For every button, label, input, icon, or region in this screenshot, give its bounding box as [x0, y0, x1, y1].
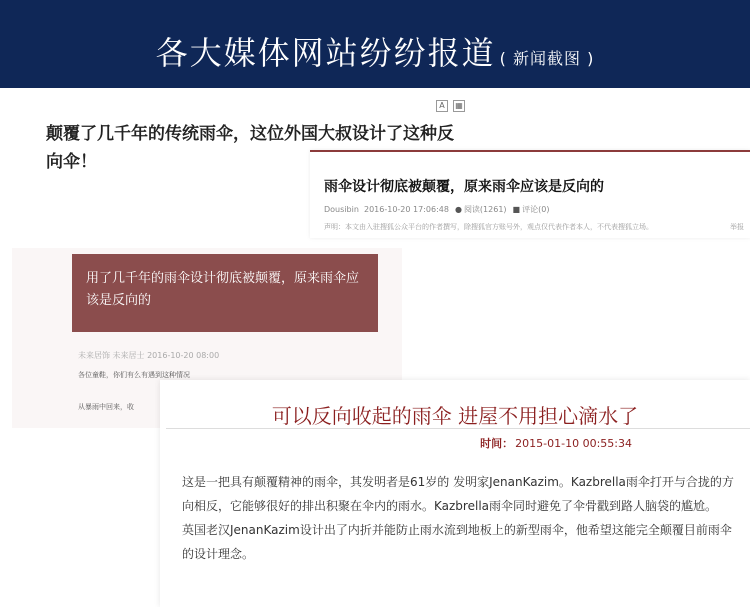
- time-value: 2015-01-10 00:55:34: [515, 437, 632, 450]
- article-text: 从暴雨中回来，收: [78, 403, 134, 411]
- article-body: [182, 470, 742, 566]
- disclaimer: 声明：本文由入驻搜狐公众平台的作者撰写，除搜狐官方账号外，观点仅代表作者本人，不代表搜狐立场。: [324, 223, 653, 231]
- article-title: 用了几千年的雨伞设计彻底被颠覆，原来雨伞应该是反向的: [86, 271, 360, 308]
- eye-icon: ●: [454, 205, 462, 214]
- article-meta: 未来居饰 未来居士 2016-10-20 08:00: [78, 351, 220, 360]
- page-header: [0, 0, 750, 88]
- comment-icon: ■: [512, 205, 521, 214]
- publish-date: 2016-10-20 17:06:48: [363, 205, 449, 214]
- header-title: [0, 28, 750, 74]
- paragraph: 这是一把具有颠覆精神的雨伞，其发明者是61岁的 发明家JenanKazim。Kazbrella雨伞打开与合拢的方向相反，它能够很好的排出积聚在伞内的雨水。Kazbrella雨伞同时避免了伞骨戳到路人脑袋的尴尬。: [182, 475, 734, 513]
- news-screenshot-4: [160, 380, 750, 607]
- author[interactable]: Dousibin: [324, 205, 359, 214]
- view-tools: [436, 100, 470, 112]
- grid-icon[interactable]: ▦: [453, 100, 465, 112]
- font-size-icon[interactable]: A: [436, 100, 448, 112]
- article-meta: [324, 204, 549, 215]
- read-count: 阅读(1261): [463, 205, 507, 214]
- time-label: 时间：: [480, 437, 514, 450]
- news-screenshot-2: [310, 150, 750, 238]
- publish-time: [480, 435, 632, 451]
- article-title: 颠覆了几千年的传统雨伞，这位外国大叔设计了这种反向伞！: [46, 124, 454, 172]
- article-title: 可以反向收起的雨伞 进屋不用担心滴水了: [271, 404, 639, 428]
- header-title-text: 各大媒体网站纷纷报道: [155, 34, 496, 72]
- comment-count[interactable]: 评论(0): [522, 205, 550, 214]
- title-banner: [72, 254, 378, 332]
- report-link[interactable]: 举报: [730, 223, 744, 231]
- article-title: 雨伞设计彻底被颠覆，原来雨伞应该是反向的: [324, 179, 604, 195]
- article-text: 各位童鞋，你们有么有遇到这种情况: [78, 371, 190, 379]
- divider: [166, 428, 750, 429]
- header-subtitle: ( 新闻截图 ): [499, 49, 595, 68]
- paragraph: 英国老汉JenanKazim设计出了内折并能防止雨水流到地板上的新型雨伞，他希望这能完全颠覆目前雨伞的设计理念。: [182, 523, 732, 561]
